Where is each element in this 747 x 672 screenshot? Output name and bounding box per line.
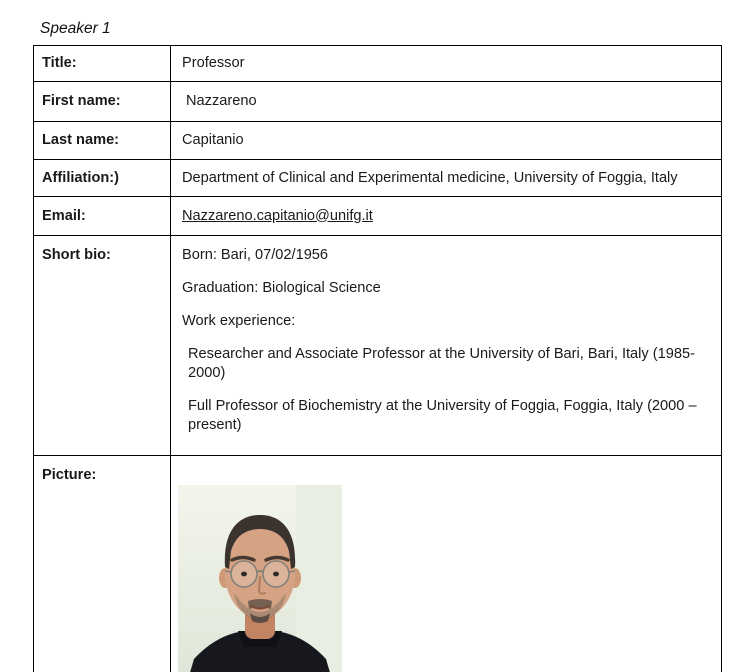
field-label-title: Title: bbox=[34, 46, 171, 82]
bio-line-researcher: Researcher and Associate Professor at the University of Bari, Bari, Italy (1985-2000) bbox=[188, 346, 695, 381]
bio-line-born: Born: Bari, 07/02/1956 bbox=[182, 247, 329, 263]
table-row-first-name bbox=[34, 82, 722, 122]
table-row-picture bbox=[34, 456, 722, 672]
speaker-heading: Speaker 1 bbox=[40, 20, 111, 37]
field-label-affiliation: Affiliation:) bbox=[34, 160, 171, 197]
speaker-photo bbox=[178, 485, 342, 672]
email-link[interactable]: Nazzareno.capitanio@unifg.it bbox=[182, 207, 373, 224]
field-label-short-bio: Short bio: bbox=[34, 236, 171, 456]
field-label-email: Email: bbox=[34, 197, 171, 236]
field-label-first-name: First name: bbox=[34, 82, 171, 122]
table-row-title bbox=[34, 46, 722, 82]
field-label-last-name: Last name: bbox=[34, 122, 171, 160]
field-value-last-name: Capitanio bbox=[171, 122, 722, 160]
field-value-title: Professor bbox=[171, 46, 722, 82]
table-row-last-name bbox=[34, 122, 722, 160]
table-row-email bbox=[34, 197, 722, 236]
field-value-picture bbox=[171, 456, 722, 672]
field-value-first-name: Nazzareno bbox=[171, 82, 722, 122]
bio-line-graduation: Graduation: Biological Science bbox=[182, 280, 381, 296]
field-label-picture: Picture: bbox=[34, 456, 171, 672]
bio-line-work-experience: Work experience: bbox=[182, 313, 296, 329]
speaker-info-table bbox=[33, 45, 722, 672]
bio-line-full-professor: Full Professor of Biochemistry at the University of Foggia, Foggia, Italy (2000 – present) bbox=[188, 398, 697, 433]
table-row-short-bio bbox=[34, 236, 722, 456]
field-value-affiliation: Department of Clinical and Experimental medicine, University of Foggia, Italy bbox=[171, 160, 722, 197]
field-value-email bbox=[171, 197, 722, 236]
table-row-affiliation bbox=[34, 160, 722, 197]
field-value-short-bio bbox=[171, 236, 722, 456]
